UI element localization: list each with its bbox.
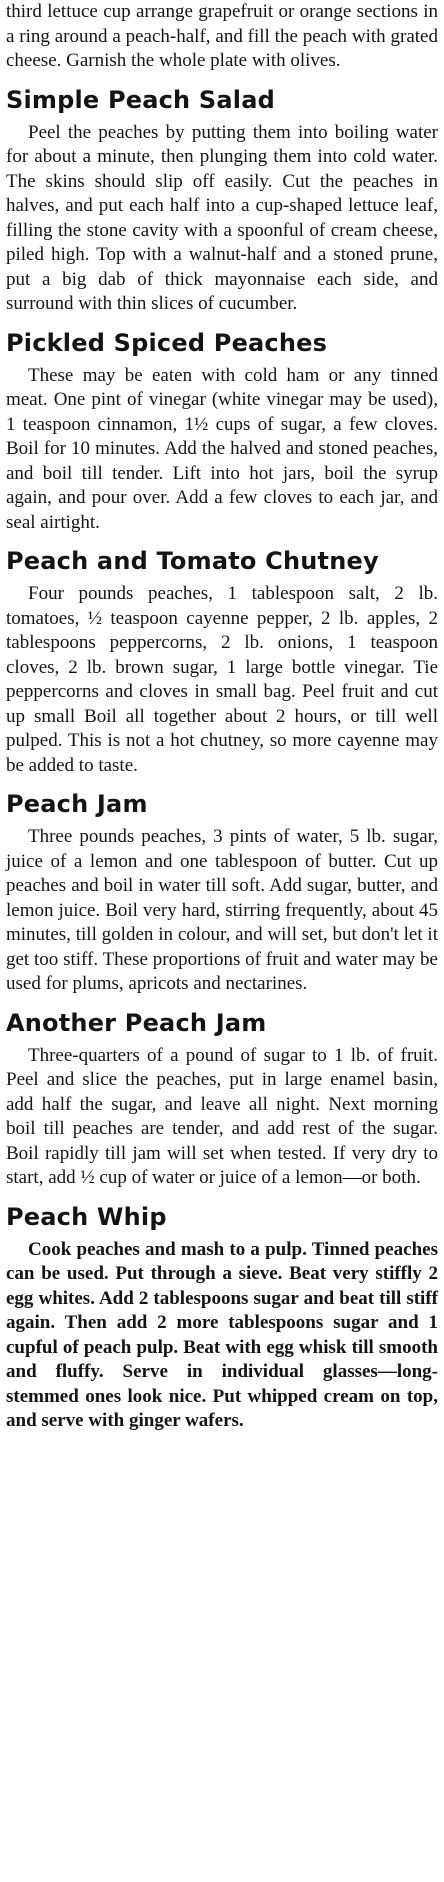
recipe-peach-jam <box>6 787 438 997</box>
recipe-pickled-spiced-peaches <box>6 326 438 536</box>
recipe-peach-and-tomato-chutney <box>6 544 438 778</box>
recipe-another-peach-jam <box>6 1006 438 1191</box>
recipe-title: Peach Whip <box>6 1202 167 1231</box>
recipe-simple-peach-salad <box>6 83 438 317</box>
recipe-text: Three pounds peaches, 3 pints of water, 5 lb. sugar, juice of a lemon and one tablespoon of butter. Cut up peaches and boil in water till soft. Add sugar, butter, and lemon juice. Boil very hard, stirring frequently, about 45 minutes, till golden in colour, and will set, but don't let it get too stiff. These proportions of fruit and water may be used for plums, apricots and nectarines. <box>6 826 438 994</box>
recipe-text: Four pounds peaches, 1 tablespoon salt, 2 lb. tomatoes, ½ teaspoon cayenne pepper, 2 lb. apples, 2 tablespoons peppercorns, 2 lb. onions, 1 teaspoon cloves, 2 lb. brown sugar, 1 large bottle vinegar. Tie peppercorns and cloves in small bag. Peel fruit and cut up small Boil all together about 2 hours, or till well pulped. This is not a hot chutney, so more cayenne may be added to taste. <box>6 583 438 776</box>
recipe-peach-whip <box>6 1200 438 1434</box>
lead-paragraph: third lettuce cup arrange grapefruit or orange sections in a ring around a peach-half, and fill the peach with grated cheese. Garnish the whole plate with olives. <box>6 1 438 71</box>
recipe-title: Another Peach Jam <box>6 1008 267 1037</box>
recipe-title: Peach and Tomato Chutney <box>6 547 379 575</box>
recipe-title: Simple Peach Salad <box>6 85 275 114</box>
recipe-title: Pickled Spiced Peaches <box>6 328 328 357</box>
recipe-text: Peel the peaches by putting them into boiling water for about a minute, then plunging them into cold water. The skins should slip off easily. Cut the peaches in halves, and put each half into a cup-shaped lettuce leaf, filling the stone cavity with a spoonful of cream cheese, piled high. Top with a walnut-half and a stoned prune, put a big dab of thick mayonnaise each side, and surround with thin slices of cucumber. <box>6 121 438 314</box>
recipe-text: Cook peaches and mash to a pulp. Tinned peaches can be used. Put through a sieve. Beat very stiffly 2 egg whites. Add 2 tablespoons sugar and beat till stiff again. Then add 2 more tablespoons sugar and 1 cupful of peach pulp. Beat with egg whisk till smooth and fluffy. Serve in individual glasses—long-stemmed ones look nice. Put whipped cream on top, and serve with ginger wafers. <box>6 1238 438 1431</box>
recipe-text: Three-quarters of a pound of sugar to 1 lb. of fruit. Peel and slice the peaches, put in large enamel basin, add half the sugar, and leave all night. Next morning boil till peaches are tender, and add rest of the sugar. Boil rapidly till jam will set when tested. If very dry to start, add ½ cup of water or juice of a lemon—or both. <box>6 1044 438 1188</box>
recipe-title: Peach Jam <box>6 790 148 818</box>
recipe-text: These may be eaten with cold ham or any tinned meat. One pint of vinegar (white vinegar may be used), 1 teaspoon cinnamon, 1½ cups of sugar, a few cloves. Boil for 10 minutes. Add the halved and stoned peaches, and boil till tender. Lift into hot jars, boil the syrup again, and pour over. Add a few cloves to each jar, and seal airtight. <box>6 364 438 533</box>
